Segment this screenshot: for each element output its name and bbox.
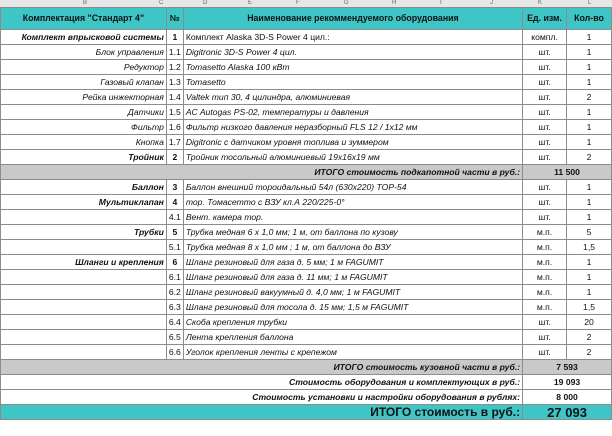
item-number-cell[interactable]: 5 <box>166 225 183 240</box>
column-letter-k[interactable]: K <box>538 0 543 6</box>
subtotal-body-row-value[interactable]: 7 593 <box>523 360 612 375</box>
item-number-cell[interactable]: 2 <box>166 150 183 165</box>
item-label-cell[interactable]: Комплект впрысковой системы <box>1 30 167 45</box>
item-qty-cell[interactable]: 1,5 <box>567 240 612 255</box>
column-letter-j[interactable]: J <box>490 0 493 6</box>
subtotal-underhood-row-value[interactable]: 11 500 <box>523 165 612 180</box>
item-description-cell[interactable]: Digitronic с датчиком уровня топлива и зуммером <box>183 135 522 150</box>
item-number-cell[interactable]: 1.7 <box>166 135 183 150</box>
table-row <box>1 330 612 345</box>
item-number-cell[interactable]: 1.3 <box>166 75 183 90</box>
item-unit-cell[interactable]: шт. <box>523 330 567 345</box>
table-row <box>1 90 612 105</box>
item-qty-cell[interactable]: 1 <box>567 60 612 75</box>
table-row <box>1 60 612 75</box>
column-letter-h[interactable]: H <box>392 0 397 6</box>
header-num-cell[interactable]: № <box>166 8 183 30</box>
item-label-cell[interactable] <box>1 315 167 330</box>
item-qty-cell[interactable]: 1 <box>567 45 612 60</box>
item-unit-cell[interactable]: шт. <box>523 60 567 75</box>
table-row <box>1 105 612 120</box>
item-label-cell[interactable] <box>1 300 167 315</box>
table-row <box>1 180 612 195</box>
item-unit-cell[interactable]: шт. <box>523 135 567 150</box>
item-number-cell[interactable]: 1.6 <box>166 120 183 135</box>
item-description-cell[interactable]: Tomasetto <box>183 75 522 90</box>
item-description-cell[interactable]: Шланг резиновый для газа д. 5 мм; 1 м FAGUMIT <box>183 255 522 270</box>
item-number-cell[interactable]: 6.4 <box>166 315 183 330</box>
item-unit-cell[interactable]: компл. <box>523 30 567 45</box>
column-letter-l[interactable]: L <box>588 0 592 6</box>
item-description-cell[interactable]: Трубка медная 8 х 1,0 мм ; 1 м, от баллона до ВЗУ <box>183 240 522 255</box>
item-unit-cell[interactable]: шт. <box>523 315 567 330</box>
header-name-cell[interactable]: Наименование рекоммендуемого оборудования <box>183 8 522 30</box>
sheet-footer-area <box>0 426 612 436</box>
item-label-cell[interactable] <box>1 285 167 300</box>
item-qty-cell[interactable]: 20 <box>567 315 612 330</box>
item-qty-cell[interactable]: 1 <box>567 285 612 300</box>
item-label-cell[interactable]: Фильтр <box>1 120 167 135</box>
spreadsheet-table <box>0 7 612 420</box>
item-label-cell[interactable]: Рейка инжекторная <box>1 90 167 105</box>
item-number-cell[interactable]: 1.4 <box>166 90 183 105</box>
item-number-cell[interactable]: 6.3 <box>166 300 183 315</box>
item-description-cell[interactable]: Скоба крепления трубки <box>183 315 522 330</box>
item-unit-cell[interactable]: м.п. <box>523 285 567 300</box>
table-row <box>1 75 612 90</box>
item-qty-cell[interactable]: 5 <box>567 225 612 240</box>
item-unit-cell[interactable]: м.п. <box>523 255 567 270</box>
column-letter-d[interactable]: D <box>203 0 208 6</box>
table-row <box>1 195 612 210</box>
item-number-cell[interactable]: 6.2 <box>166 285 183 300</box>
item-description-cell[interactable]: Уголок крепления ленты с крепежом <box>183 345 522 360</box>
item-qty-cell[interactable]: 2 <box>567 150 612 165</box>
column-letter-c[interactable]: C <box>159 0 164 6</box>
item-description-cell[interactable]: Вент. камера тор. <box>183 210 522 225</box>
item-unit-cell[interactable]: шт. <box>523 195 567 210</box>
item-unit-cell[interactable]: шт. <box>523 75 567 90</box>
item-number-cell[interactable]: 1.1 <box>166 45 183 60</box>
item-unit-cell[interactable]: м.п. <box>523 270 567 285</box>
item-number-cell[interactable]: 4.1 <box>166 210 183 225</box>
table-row <box>1 285 612 300</box>
item-qty-cell[interactable]: 1 <box>567 120 612 135</box>
header-kit-cell[interactable]: Комплектация "Стандарт 4" <box>1 8 167 30</box>
subtotal-install-row <box>1 390 612 405</box>
item-label-cell[interactable] <box>1 210 167 225</box>
column-letter-e[interactable]: E <box>248 0 253 6</box>
grand-total-label[interactable]: ИТОГО стоимость в руб.: <box>1 405 523 420</box>
item-number-cell[interactable]: 6.1 <box>166 270 183 285</box>
item-label-cell[interactable]: Редуктор <box>1 60 167 75</box>
subtotal-underhood-row <box>1 165 612 180</box>
column-letter-i[interactable]: I <box>440 0 442 6</box>
item-qty-cell[interactable]: 1,5 <box>567 300 612 315</box>
item-unit-cell[interactable]: шт. <box>523 150 567 165</box>
item-description-cell[interactable]: AC Autogas PS-02, температуры и давления <box>183 105 522 120</box>
subtotal-install-row-label[interactable]: Стоимость установки и настройки оборудования в рублях: <box>1 390 523 405</box>
item-number-cell[interactable]: 3 <box>166 180 183 195</box>
table-row <box>1 225 612 240</box>
item-unit-cell[interactable]: шт. <box>523 90 567 105</box>
table-row <box>1 135 612 150</box>
item-unit-cell[interactable]: м.п. <box>523 300 567 315</box>
table-row <box>1 255 612 270</box>
item-number-cell[interactable]: 6.6 <box>166 345 183 360</box>
header-unit-cell[interactable]: Ед. изм. <box>523 8 567 30</box>
item-label-cell[interactable]: Мультиклапан <box>1 195 167 210</box>
grand-total-row <box>1 405 612 420</box>
item-number-cell[interactable]: 1 <box>166 30 183 45</box>
item-unit-cell[interactable]: шт. <box>523 45 567 60</box>
table-row <box>1 120 612 135</box>
subtotal-equipment-row-value[interactable]: 19 093 <box>523 375 612 390</box>
item-qty-cell[interactable]: 1 <box>567 75 612 90</box>
subtotal-body-row <box>1 360 612 375</box>
item-label-cell[interactable]: Тройник <box>1 150 167 165</box>
item-label-cell[interactable]: Шланги и крепления <box>1 255 167 270</box>
item-number-cell[interactable]: 5.1 <box>166 240 183 255</box>
item-description-cell[interactable]: Шланг резиновый для газа д. 11 мм; 1 м FAGUMIT <box>183 270 522 285</box>
table-row <box>1 210 612 225</box>
item-qty-cell[interactable]: 1 <box>567 30 612 45</box>
item-unit-cell[interactable]: шт. <box>523 120 567 135</box>
item-number-cell[interactable]: 1.2 <box>166 60 183 75</box>
table-row <box>1 300 612 315</box>
table-row <box>1 150 612 165</box>
item-qty-cell[interactable]: 1 <box>567 255 612 270</box>
item-description-cell[interactable]: Комплект Alaska 3D-S Power 4 цил.: <box>183 30 522 45</box>
item-qty-cell[interactable]: 1 <box>567 195 612 210</box>
item-qty-cell[interactable]: 1 <box>567 105 612 120</box>
item-qty-cell[interactable]: 1 <box>567 180 612 195</box>
item-description-cell[interactable]: Tomasetto Alaska 100 кВт <box>183 60 522 75</box>
column-letter-f[interactable]: F <box>296 0 300 6</box>
item-number-cell[interactable]: 6 <box>166 255 183 270</box>
item-description-cell[interactable]: Трубка медная 6 х 1,0 мм; 1 м, от баллона по кузову <box>183 225 522 240</box>
table-row <box>1 270 612 285</box>
item-qty-cell[interactable]: 1 <box>567 270 612 285</box>
table-row <box>1 30 612 45</box>
subtotal-body-row-label[interactable]: ИТОГО стоимость кузовной части в руб.: <box>1 360 523 375</box>
item-qty-cell[interactable]: 1 <box>567 210 612 225</box>
item-description-cell[interactable]: Фильтр низкого давления неразборный FLS 12 / 1x12 мм <box>183 120 522 135</box>
item-number-cell[interactable]: 6.5 <box>166 330 183 345</box>
item-description-cell[interactable]: тор. Томасетто с ВЗУ кл.А 220/225-0° <box>183 195 522 210</box>
item-unit-cell[interactable]: м.п. <box>523 225 567 240</box>
item-qty-cell[interactable]: 2 <box>567 330 612 345</box>
item-label-cell[interactable]: Баллон <box>1 180 167 195</box>
item-qty-cell[interactable]: 1 <box>567 135 612 150</box>
table-row <box>1 240 612 255</box>
header-qty-cell[interactable]: Кол-во <box>567 8 612 30</box>
item-label-cell[interactable] <box>1 270 167 285</box>
grand-total-value[interactable]: 27 093 <box>523 405 612 420</box>
item-description-cell[interactable]: Valtek тип 30, 4 цилиндра, алюминиевая <box>183 90 522 105</box>
item-unit-cell[interactable]: шт. <box>523 105 567 120</box>
subtotal-equipment-row-label[interactable]: Стоимость оборудования и комплектующих в руб.: <box>1 375 523 390</box>
item-description-cell[interactable]: Digitronic 3D-S Power 4 цил. <box>183 45 522 60</box>
item-description-cell[interactable]: Тройник тосольный алюминиевый 19х16х19 мм <box>183 150 522 165</box>
item-description-cell[interactable]: Баллон внешний тороидальный 54л (630х220) TOP-54 <box>183 180 522 195</box>
item-unit-cell[interactable]: шт. <box>523 180 567 195</box>
item-label-cell[interactable] <box>1 240 167 255</box>
subtotal-install-row-value[interactable]: 8 000 <box>523 390 612 405</box>
column-letter-b[interactable]: B <box>83 0 88 6</box>
item-number-cell[interactable]: 1.5 <box>166 105 183 120</box>
subtotal-underhood-row-label[interactable]: ИТОГО стоимость подкапотной части в руб.: <box>1 165 523 180</box>
item-label-cell[interactable]: Трубки <box>1 225 167 240</box>
item-description-cell[interactable]: Шланг резиновый вакуумный д. 4,0 мм; 1 м FAGUMIT <box>183 285 522 300</box>
item-description-cell[interactable]: Лента крепления баллона <box>183 330 522 345</box>
table-row <box>1 45 612 60</box>
item-label-cell[interactable] <box>1 345 167 360</box>
item-number-cell[interactable]: 4 <box>166 195 183 210</box>
item-description-cell[interactable]: Шланг резиновый для тосола д. 15 мм; 1,5 м FAGUMIT <box>183 300 522 315</box>
item-label-cell[interactable]: Кнопка <box>1 135 167 150</box>
table-row <box>1 315 612 330</box>
item-label-cell[interactable] <box>1 330 167 345</box>
item-label-cell[interactable]: Газовый клапан <box>1 75 167 90</box>
column-letter-g[interactable]: G <box>344 0 349 6</box>
item-qty-cell[interactable]: 2 <box>567 90 612 105</box>
subtotal-equipment-row <box>1 375 612 390</box>
item-unit-cell[interactable]: шт. <box>523 210 567 225</box>
item-label-cell[interactable]: Датчики <box>1 105 167 120</box>
table-row <box>1 345 612 360</box>
header-row <box>1 8 612 30</box>
item-label-cell[interactable]: Блок управления <box>1 45 167 60</box>
item-qty-cell[interactable]: 2 <box>567 345 612 360</box>
item-unit-cell[interactable]: шт. <box>523 345 567 360</box>
item-unit-cell[interactable]: м.п. <box>523 240 567 255</box>
